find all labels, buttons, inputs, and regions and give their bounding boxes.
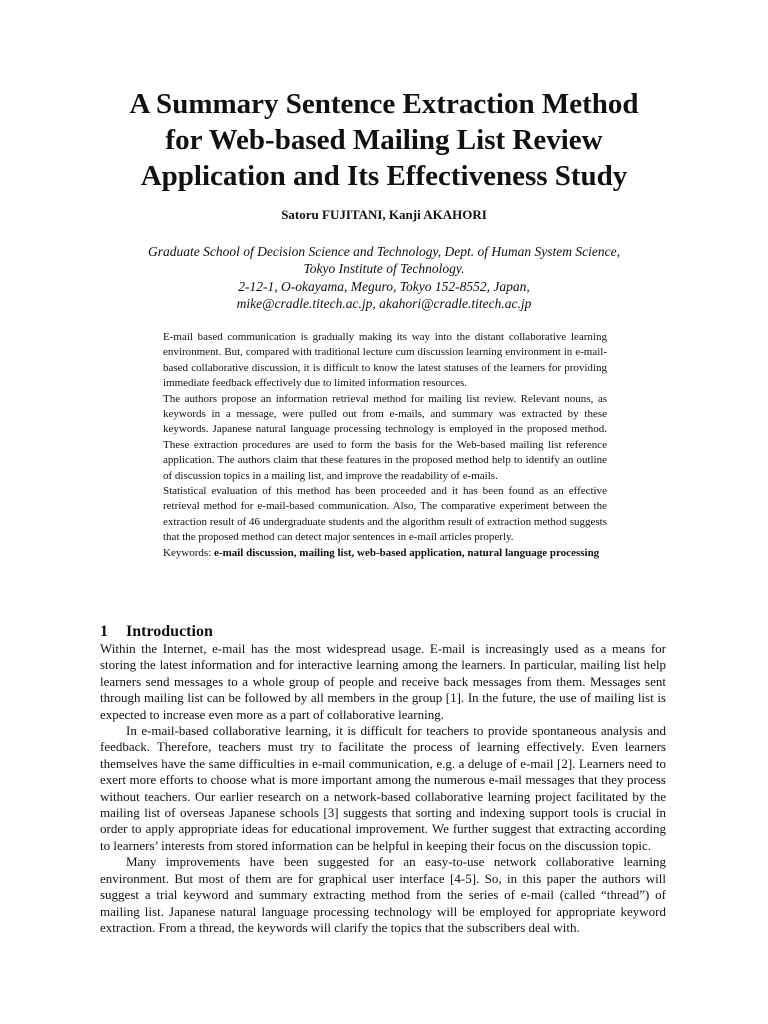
abstract-paragraph: E-mail based communication is gradually making its way into the distant collaborative learning environment. But, compared with traditional lecture cum discussion learning environment in e-mail-based collaborative discussion, it is difficult to know the latest statuses of the learners for providing immediate feedback effectively due to limited information resources.	[163, 331, 607, 390]
section-number: 1	[100, 623, 108, 640]
paper-title	[70, 86, 698, 194]
paper-affiliation	[90, 243, 678, 312]
keywords-line	[163, 546, 607, 561]
paper-authors: Satoru FUJITANI, Kanji AKAHORI	[281, 207, 487, 222]
keywords-label: Keywords:	[163, 546, 215, 559]
abstract	[163, 330, 607, 561]
affiliation-line: 2-12-1, O-okayama, Meguro, Tokyo 152-8552, Japan,	[238, 278, 530, 294]
affiliation-line: Tokyo Institute of Technology.	[303, 261, 465, 277]
keywords-text: e-mail discussion, mailing list, web-based application, natural language processing	[214, 546, 600, 559]
affiliation-line: Graduate School of Decision Science and Technology, Dept. of Human System Science,	[148, 244, 620, 259]
section-heading-introduction	[100, 622, 213, 642]
title-line: Application and Its Effectiveness Study	[140, 160, 628, 192]
title-line: for Web-based Mailing List Review	[165, 124, 603, 156]
body-paragraph: Many improvements have been suggested for an easy-to-use network collaborative learning environment. But most of them are for graphical user interface [4-5]. So, in this paper the authors will suggest a trial keyword and summary extracting method from the series of e-mail (called “thread”) of mailing list. Japanese natural language processing technology will be employed for appropriate keyword extraction. From a thread, the keywords will clarify the topics that the subscribers deal with.	[100, 854, 666, 935]
affiliation-emails: mike@cradle.titech.ac.jp, akahori@cradle.titech.ac.jp	[236, 295, 532, 311]
body-paragraph: In e-mail-based collaborative learning, it is difficult for teachers to provide spontaneous analysis and feedback. Therefore, teachers must try to facilitate the process of learning effectively. Even learners themselves have the same difficulties in e-mail communication, e.g. a deluge of e-mail [2]. Learners need to exert more efforts to choose what is more important among the numerous e-mail messages that they process without teachers. Our earlier research on a network-based collaborative learning project facilitated by the mailing list of overseas Japanese schools [3] suggests that sorting and indexing support tools is crucial in order to apply appropriate ideas for educational improvement. We further suggest that extracting according to learners’ interests from stored information can be helpful in keeping their focus on the discussion topic.	[100, 723, 666, 853]
abstract-paragraph: The authors propose an information retrieval method for mailing list review. Relevant nouns, as keywords in a message, were pulled out from e-mails, and summary was extracted by these keywords. Japanese natural language processing technology is employed in the proposed method. These extraction procedures are used to form the basis for the Web-based mailing list reference application. The authors claim that these features in the proposed method help to identify an outline of discussion topics in a mailing list, and improve the readability of e-mails.	[163, 392, 607, 482]
abstract-paragraph: Statistical evaluation of this method has been proceeded and it has been found as an effective retrieval method for e-mail-based communication. Also, The comparative experiment between the extraction result of 46 undergraduate students and the algorithm result of extraction method suggests that the proposed method can detect major sentences in e-mail articles properly.	[163, 485, 607, 544]
section-title: Introduction	[126, 623, 213, 640]
body-paragraph: Within the Internet, e-mail has the most widespread usage. E-mail is increasingly used as a means for storing the latest information and for interactive learning among the learners. In particular, mailing list help learners send messages to a whole group of people and receive back messages from them. Messages sent through mailing list can be followed by all members in the group [1]. In the future, the use of mailing list is expected to increase even more as a part of collaborative learning.	[100, 641, 666, 722]
title-line: A Summary Sentence Extraction Method	[129, 88, 639, 120]
introduction-body	[100, 641, 666, 936]
